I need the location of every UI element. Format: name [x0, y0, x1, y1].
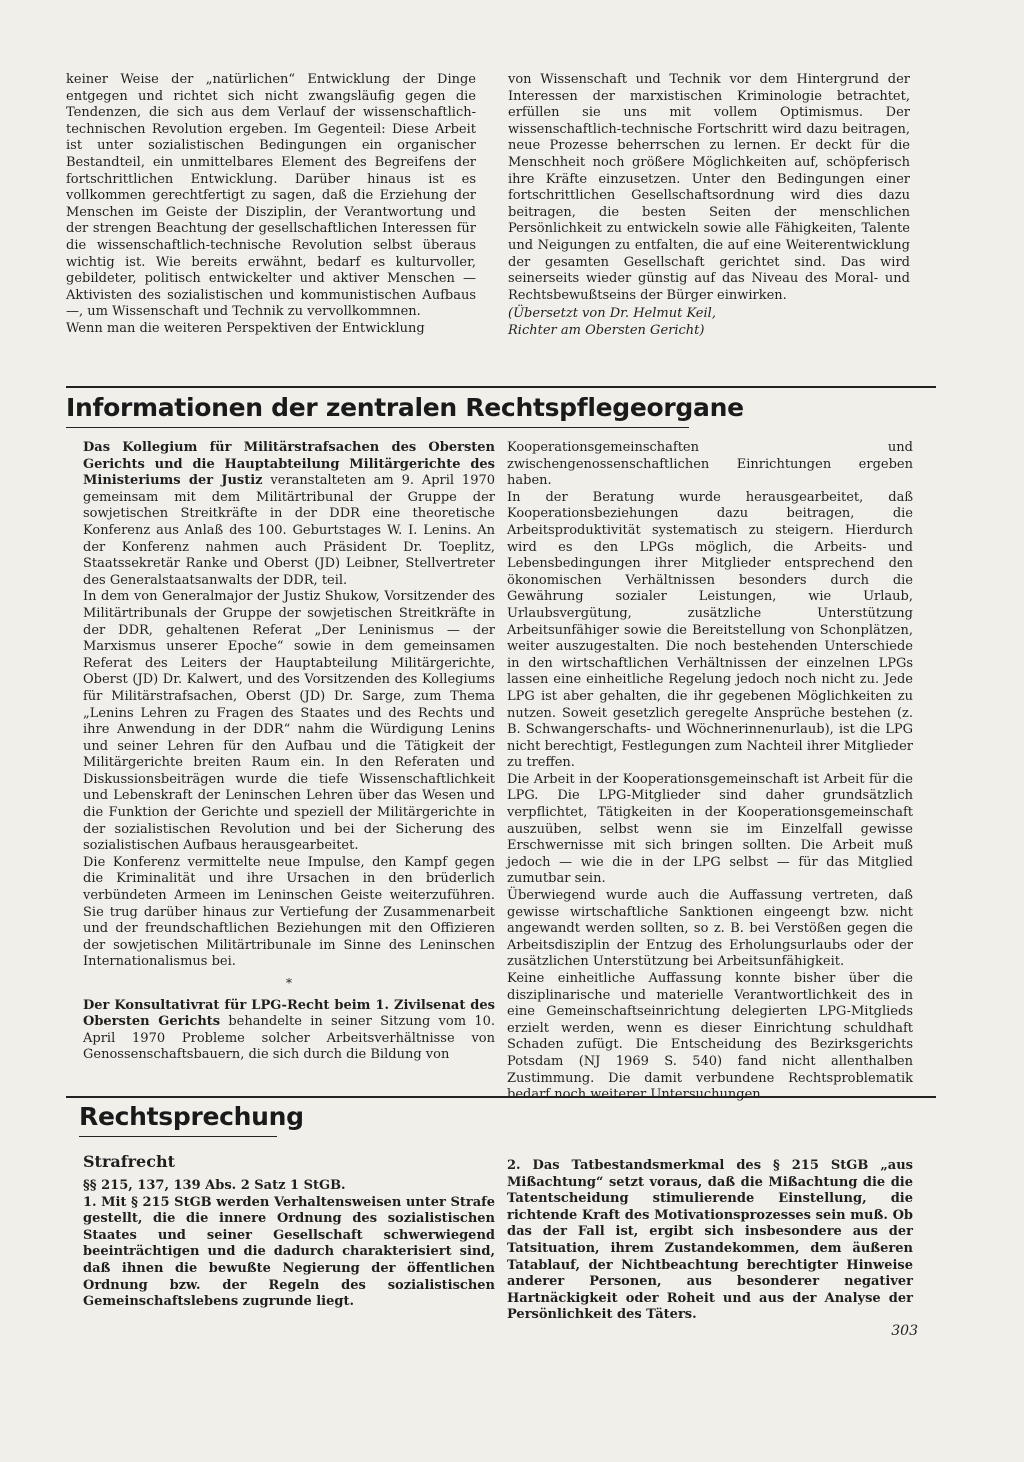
section1-right-column: [507, 440, 913, 1104]
section-title: Rechtsprechung: [79, 1102, 304, 1131]
paragraph: Kooperationsgemeinschaften und zwischengenossenschaftlichen Einrichtungen ergeben haben.: [507, 440, 913, 489]
paragraph: Überwiegend wurde auch die Auffassung vertreten, daß gewisse wirtschaftliche Sanktionen eingeengt bzw. nicht angewandt werden sollten, so z. B. bei Verstößen gegen die Arbeitsdisziplin der Entzug des Erholungsurlaubs oder der zusätzlichen Unterstützung bei Arbeitsunfähigkeit.: [507, 888, 913, 970]
top-left-column: [66, 72, 476, 338]
paragraph: Keine einheitliche Auffassung konnte bisher über die disziplinarische und materielle Verantwortlichkeit des in eine Gemeinschaftseinrichtung delegierten LPG-Mitglieds erzielt werden, wenn es dieser Einrichtung schuldhaft Schaden zufügt. Die Entscheidung des Bezirksgerichts Potsdam (NJ 1969 S. 540) fand nicht allenthalben Zustimmung. Die damit verbundene Rechtsproblematik bedarf noch weiterer Untersuchungen.: [507, 971, 913, 1103]
translator-credit: (Übersetzt von Dr. Helmut Keil,: [508, 306, 716, 322]
title-underline: [79, 1136, 277, 1137]
section1-left-column: [83, 440, 495, 1064]
translator-role: Richter am Obersten Gericht): [508, 322, 705, 338]
paragraph: In der Beratung wurde herausgearbeitet, daß Kooperationsbeziehungen dazu beitragen, die Arbeitsproduktivität systematisch zu steigern. Hierdurch wird es den LPGs möglich, die Arbeits- und Lebensbedingungen ihrer Mitglieder entsprechend den ökonomischen Verhältnissen besonders durch die Gewährung sozialer Leistungen, wie Urlaub, Urlaubsvergütung, zusätzliche Unterstützung Arbeitsunfähiger sowie die Bereitstellung von Schonplätzen, weiter auszugestalten. Die noch bestehenden Unterschiede in den wirtschaftlichen Verhältnissen der einzelnen LPGs lassen eine einheitliche Regelung jedoch noch nicht zu. Jede LPG ist aber gehalten, die ihr gegebenen Möglichkeiten zu nutzen. Soweit gesetzlich geregelte Ansprüche bestehen (z. B. Schwangerschafts- und Wöchnerinnenurlaub), ist die LPG nicht berechtigt, Festlegungen zum Nachteil ihrer Mitglieder zu treffen.: [507, 489, 913, 771]
paragraph: Die Konferenz vermittelte neue Impulse, den Kampf gegen die Kriminalität und ihre Ursachen in den brüderlich verbündeten Armeen im Leninschen Geiste weiterzuführen. Sie trug darüber hinaus zur Vertiefung der Zusammenarbeit und der freundschaftlichen Beziehungen mit den Offizieren der sowjetischen Militärtribunale im Sinne des Leninschen Internationalismus bei.: [83, 854, 495, 970]
section-title: Informationen der zentralen Rechtspflegeorgane: [66, 393, 744, 422]
paragraph: 2. Das Tatbestandsmerkmal des § 215 StGB „aus Mißachtung“ setzt voraus, daß die Mißachtung die die Tatentscheidung stimulierende Einstellung, die richtende Kraft des Motivationsprozesses sein muß. Ob das der Fall ist, ergibt sich insbesondere aus der Tatsituation, ihrem Zustandekommen, dem äußeren Tatablauf, der Nichtbeachtung berechtigter Hinweise anderer Personen, aus besonderer negativer Hartnäckigkeit oder Roheit und aus der Analyse der Persönlichkeit des Täters.: [507, 1158, 913, 1323]
section2-right-column: [507, 1158, 913, 1324]
bold-lead: Der Konsultativrat für LPG-Recht beim 1. Zivilsenat des Obersten Gerichts: [83, 997, 495, 1030]
paragraph: Wenn man die weiteren Perspektiven der Entwicklung: [66, 320, 425, 336]
paragraph: [83, 440, 495, 589]
section2-left-column: [83, 1152, 495, 1311]
subheading: Strafrecht: [83, 1152, 175, 1171]
paragraph: [83, 998, 495, 1064]
text: behandelte in seiner Sitzung vom 10. April 1970 Probleme solcher Arbeitsverhältnisse von Genossenschaftsbauern, die sich durch die Bildung von: [83, 1014, 495, 1063]
paragraph: Die Arbeit in der Kooperationsgemeinschaft ist Arbeit für die LPG. Die LPG-Mitglieder sind daher grundsätzlich verpflichtet, Tätigkeiten in der Kooperationsgemeinschaft auszuüben, selbst wenn sie im Einzelfall gewisse Erschwernisse mit sich bringen sollten. Die Arbeit muß jedoch — wie die in der LPG selbst — für das Mitglied zumutbar sein.: [507, 771, 913, 887]
paragraph: keiner Weise der „natürlichen“ Entwicklung der Dinge entgegen und richtet sich nicht zwangsläufig gegen die Tendenzen, die sich aus dem Verlauf der wissenschaftlich-technischen Revolution ergeben. Im Gegenteil: Diese Arbeit ist unter sozialistischen Bedingungen ein organischer Bestandteil, ein unmittelbares Element des Begreifens der fortschrittlichen Entwicklung. Darüber hinaus ist es vollkommen gerechtfertigt zu sagen, daß die Erziehung der Menschen im Geiste der Disziplin, der Verantwortung und der strengen Beachtung der gesellschaftlichen Interessen für die wissenschaftlich-technische Revolution selbst überaus wichtig ist. Wie bereits erwähnt, bedarf es kulturvoller, gebildeter, politisch entwickelter und aktiver Menschen — Aktivisten des sozialistischen und kommunistischen Aufbaus —, um Wissenschaft und Technik zu vervollkommnen.: [66, 72, 476, 320]
statute-reference: §§ 215, 137, 139 Abs. 2 Satz 1 StGB.: [83, 1178, 346, 1193]
paragraph: von Wissenschaft und Technik vor dem Hintergrund der Interessen der marxistischen Kriminologie betrachtet, erfüllen sie uns mit vollem Optimismus. Der wissenschaftlich-technische Fortschritt wird dazu beitragen, neue Prozesse beherrschen zu lernen. Er deckt für die Menschheit noch größere Möglichkeiten auf, schöpferisch ihre Kräfte einzusetzen. Unter den Bedingungen einer fortschrittlichen Gesellschaftsordnung wird dies dazu beitragen, die besten Seiten der menschlichen Persönlichkeit zu entwickeln sowie alle Fähigkeiten, Talente und Neigungen zu entfalten, die auf eine Weiterentwicklung der gesamten Gesellschaft gerichtet sind. Das wird seinerseits wieder günstig auf das Niveau des Moral- und Rechtsbewußtseins der Bürger einwirken.: [508, 72, 910, 303]
top-right-column: [508, 72, 910, 340]
text: veranstalteten am 9. April 1970 gemeinsam mit dem Militärtribunal der Gruppe der sowjetischen Streitkräfte in der DDR eine theoretische Konferenz aus Anlaß des 100. Geburtstages W. I. Lenins. An der Konferenz nahmen auch Präsident Dr. Toeplitz, Staatssekretär Ranke und Oberst (JD) Leibner, Stellvertreter des Generalstaatsanwalts der DDR, teil.: [83, 473, 496, 588]
separator-star: *: [286, 976, 292, 990]
page-number: 303: [891, 1323, 918, 1339]
bold-lead: Das Kollegium für Militärstrafsachen des Obersten Gerichts und die Hauptabteilung Militärgerichte des Ministeriums der Justiz: [83, 440, 495, 489]
paragraph: In dem von Generalmajor der Justiz Shukow, Vorsitzender des Militärtribunals der Gruppe der sowjetischen Streitkräfte in der DDR, gehaltenen Referat „Der Leninismus — der Marxismus unserer Epoche“ sowie in dem gemeinsamen Referat des Leiters der Hauptabteilung Militärgerichte, Oberst (JD) Dr. Kalwert, und des Vorsitzenden des Kollegiums für Militärstrafsachen, Oberst (JD) Dr. Sarge, zum Thema „Lenins Lehren zu Fragen des Staates und des Rechts und ihre Anwendung in der DDR“ nahm die Würdigung Lenins und seiner Lehren für den Aufbau und die Tätigkeit der Militärgerichte breiten Raum ein. In den Referaten und Diskussionsbeiträgen wurde die tiefe Wissenschaftlichkeit und Lebenskraft der Leninschen Lehren über das Wesen und die Funktion der Gerichte und speziell der Militärgerichte in der sozialistischen Revolution und bei der Sicherung des sozialistischen Aufbaus herausgearbeitet.: [83, 589, 495, 854]
paragraph: 1. Mit § 215 StGB werden Verhaltensweisen unter Strafe gestellt, die die innere Ordnung des sozialistischen Staates und seiner Gesellschaft schwerwiegend beeinträchtigen und die dadurch charakterisiert sind, daß ihnen die bewußte Negierung der öffentlichen Ordnung bzw. der Regeln des sozialistischen Gemeinschaftslebens zugrunde liegt.: [83, 1194, 495, 1310]
section-rule: [66, 386, 936, 388]
section-rule: [66, 1096, 936, 1098]
title-underline: [66, 427, 689, 428]
